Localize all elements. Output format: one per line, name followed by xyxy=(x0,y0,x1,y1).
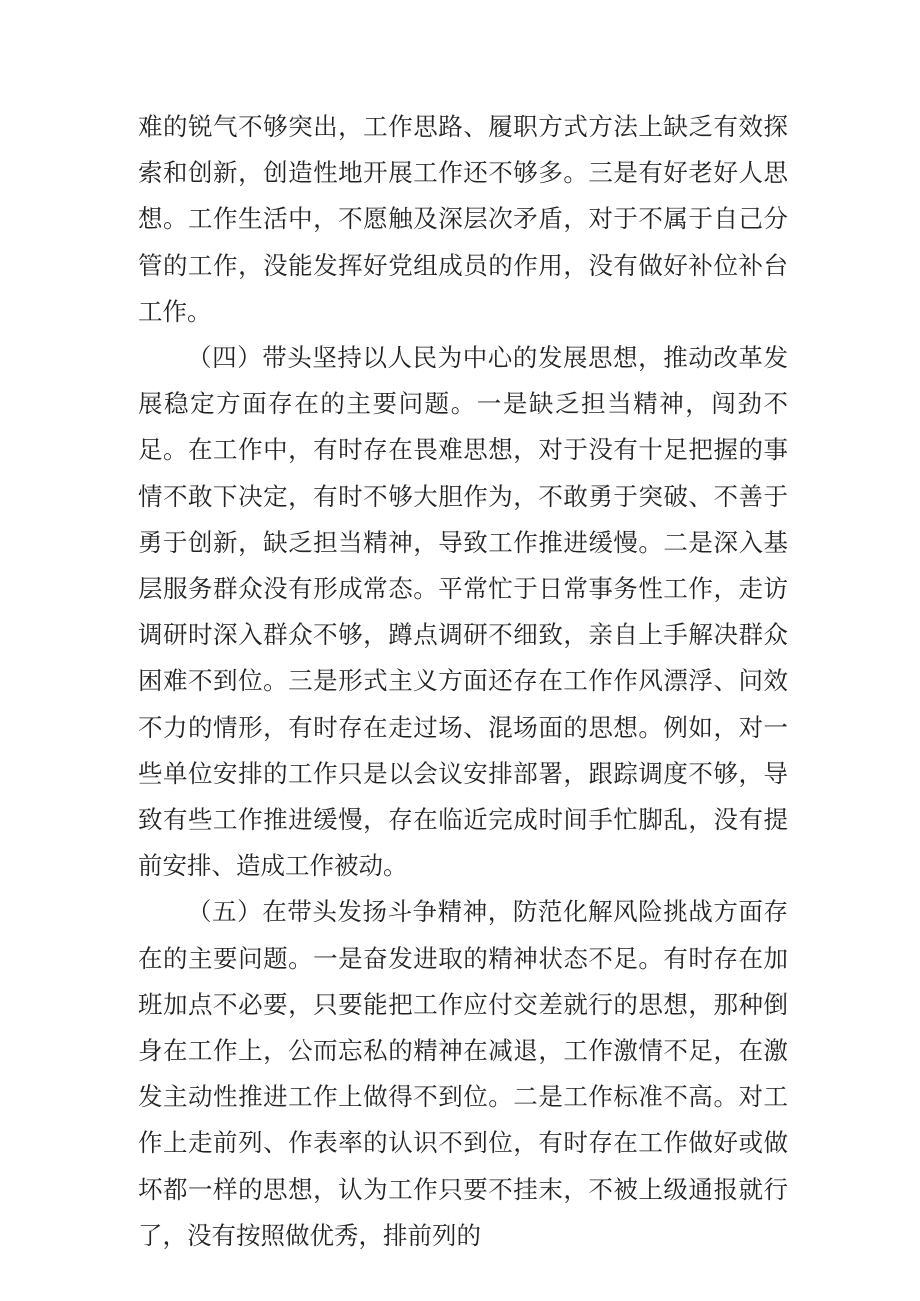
paragraph-section-4: （四）带头坚持以人民为中心的发展思想，推动改革发展稳定方面存在的主要问题。一是缺乏担当精神，闯劲不足。在工作中，有时存在畏难思想，对于没有十足把握的事情不敢下决定，有时不够大胆作为，不敢勇于突破、不善于勇于创新，缺乏担当精神，导致工作推进缓慢。二是深入基层服务群众没有形成常态。平常忙于日常事务性工作，走访调研时深入群众不够，蹲点调研不细致，亲自上手解决群众困难不到位。三是形式主义方面还存在工作作风漂浮、问效不力的情形，有时存在走过场、混场面的思想。例如，对一些单位安排的工作只是以会议安排部署，跟踪调度不够，导致有些工作推进缓慢，存在临近完成时间手忙脚乱，没有提前安排、造成工作被动。 xyxy=(138,343,788,881)
paragraph-section-5: （五）在带头发扬斗争精神，防范化解风险挑战方面存在的主要问题。一是奋发进取的精神状态不足。有时存在加班加点不必要，只要能把工作应付交差就行的思想，那种倒身在工作上，公而忘私的精神在减退，工作激情不足，在激发主动性推进工作上做得不到位。二是工作标准不高。对工作上走前列、作表率的认识不到位，有时存在工作做好或做坏都一样的思想，认为工作只要不挂末，不被上级通报就行了，没有按照做优秀，排前列的 xyxy=(138,897,788,1250)
document-body xyxy=(138,104,788,1259)
paragraph-continued: 难的锐气不够突出，工作思路、履职方式方法上缺乏有效探索和创新，创造性地开展工作还不够多。三是有好老好人思想。工作生活中，不愿触及深层次矛盾，对于不属于自己分管的工作，没能发挥好党组成员的作用，没有做好补位补台工作。 xyxy=(138,112,788,326)
